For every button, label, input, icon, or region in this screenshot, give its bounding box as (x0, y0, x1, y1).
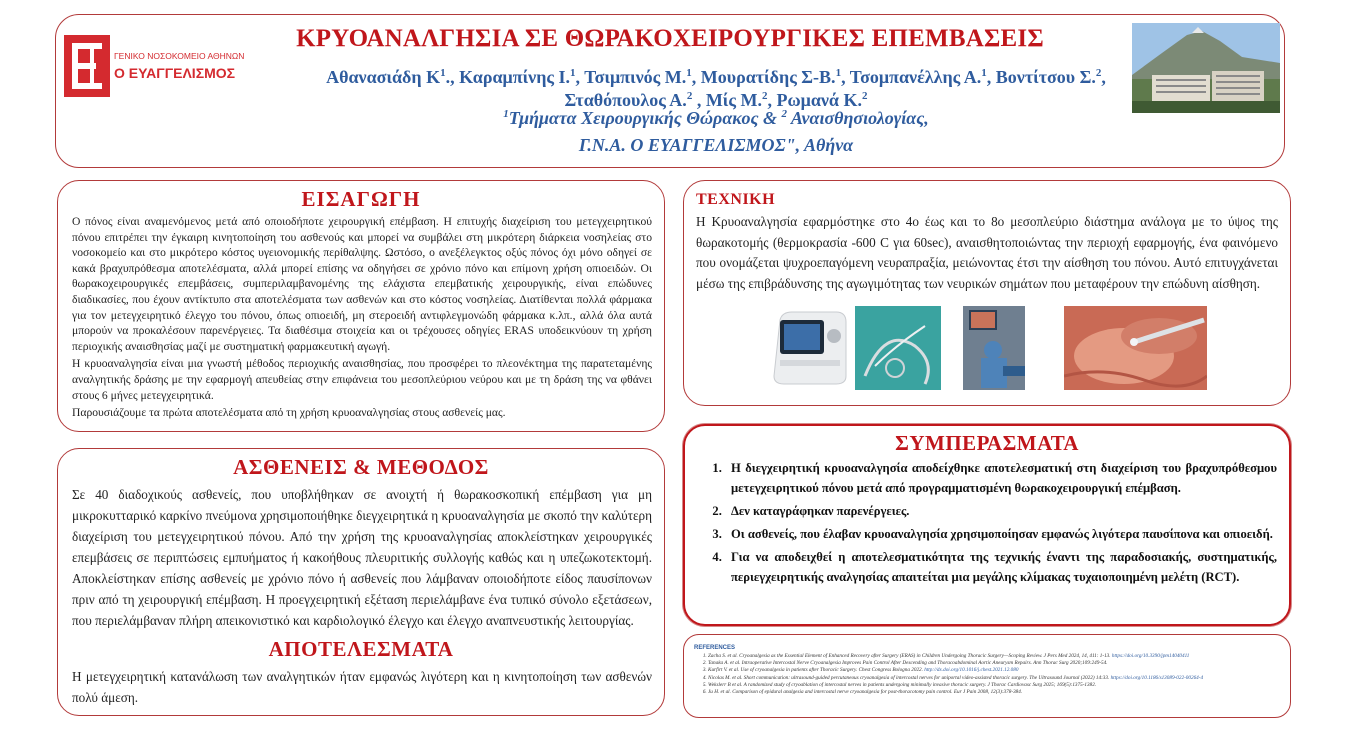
conclusion-item: 3. Οι ασθενείς, που έλαβαν κρυοαναλγησία χρησιμοποίησαν εμφανώς λιγότερα παυσίπονα και οπιοειδή. (725, 524, 1277, 544)
methods-text: Σε 40 διαδοχικούς ασθενείς, που υποβλήθηκαν σε ανοιχτή ή θωρακοσκοπική επέμβαση για μη μικροκυτταρικό καρκίνο πνεύμονα χρησιμοποιήθηκε διεγχειρητικά η κρυοαναλγησία με σκοπό την καλύτερη διαχείριση του μετεγχειρητικού πόνου. Από την χρήση της κρυοαναλγησίας αποκλείστηκαν χειρουργικές επεμβάσεις σε περιπτώσεις εμπυήματος ή κακοήθους πλευριτικής συλλογής καθώς και η υπεζωκοτεκτομή. Αποκλείστηκαν επίσης ασθενείς με χρόνιο πόνο ή ασθενείς που λάμβαναν οποιοδήποτε είδος παυσίπονων πριν από τη χειρουργική επέμβαση. Η προεγχειρητική εξέταση περιελάμβανε ένα τυπικό σύνολο εξετάσεων, που περιελάμβαναν πλήρη απεικονιστικό και καρδιολογικό έλεγχο και έλεγχο αναπνευστικής λειτουργίας. (72, 487, 652, 628)
reference-link[interactable]: http://dx.doi.org/10.1016/j.chest.2021.12.080 (924, 667, 1019, 674)
thoracoscopic-view-image (1064, 306, 1207, 390)
intro-paragraph-1: Ο πόνος είναι αναμενόμενος μετά από οποιοδήποτε χειρουργική επέμβαση. Η επιτυχής διαχείριση του μετεγχειρητικού πόνου επιτρέπει την έγκαιρη κινητοποίηση του ασθενούς και μπορεί να συμβάλει στη μικρότερη διάρκεια νοσηλείας στο νοσοκομείο και στο μικρότερο κόστος υγειονομικής περίθαλψης. Ωστόσο, ο ανεξέλεγκτος οξύς πόνος όχι μόνο οδηγεί σε κακά βραχυπρόθεσμα αποτελέσματα, αλλά μπορεί επίσης να οδηγήσει σε χρόνιο πόνο και επίμονη χρήση οπιοειδών. Οι θωρακοχειρουργικές επεμβάσεις, συμπεριλαμβανομένης της ελάχιστα επεμβατικής χειρουργικής, είναι επώδυνες διαδικασίες, που έχουν αντίκτυπο στα αποτελέσματα των ασθενών και στο κόστος νοσηλείας. Διατίθενται πολλά φάρμακα για τον μετεγχειρητικό έλεγχο του πόνου, όπως οπιοειδή, μη στεροειδή αντιφλεγμονώδη φάρμακα κ.λπ., αλλά όλα αυτά μπορούν να προκαλέσουν παρενέργειες. Τα διαθέσιμα στοιχεία και οι τρέχουσες οδηγίες ERAS υποδεικνύουν τη χρήση περιοχικής αναισθησίας μαζί με συστηματική φαρμακευτική αγωγή. (72, 215, 652, 353)
intro-paragraph-2: Η κρυοαναλγησία είναι μια γνωστή μέθοδος περιοχικής αναισθησίας, που προσφέρει το πλεονέκτημα της παρατεταμένης αναλγητικής δράσης με την εφαρμογή απευθείας στην επιφάνεια του μεσοπλεύριου νεύρου και με τη δράση της να φθάνει στους 6 μήνες μετεγχειρητικά. (72, 357, 652, 402)
poster-title: ΚΡΥΟΑΝΑΛΓΗΣΙΑ ΣΕ ΘΩΡΑΚΟΧΕΙΡΟΥΡΓΙΚΕΣ ΕΠΕΜΒΑΣΕΙΣ (296, 25, 1044, 52)
cryo-device-image (766, 306, 854, 390)
methods-title: ΑΣΘΕΝΕΙΣ & ΜΕΘΟΔΟΣ (233, 455, 489, 479)
conclusion-item: 4. Για να αποδειχθεί η αποτελεσματικότητα της τεχνικής έναντι της παραδοσιακής, συστηματικής, περιεγχειρητικής αναλγησίας απαιτείται μια μεγάλης κλίμακας τυχαιοποιημένη μελέτη (RCT). (725, 547, 1277, 587)
intro-title: ΕΙΣΑΓΩΓΗ (301, 187, 421, 211)
intro-panel (57, 180, 665, 432)
results-text: Η μετεγχειρητική κατανάλωση των αναλγητικών ήταν εμφανώς λιγότερη και η κινητοποίηση των ασθενών πολύ άμεση. (72, 669, 652, 705)
authors-line-1: Αθανασιάδη $K^1$., Καραμπίνης Ι.$^1$, Τσιμπινός Μ.$^1$, Μουρατίδης Σ-Β.$^1$, Τσομπανέλλης Α.$^1$, Βοντίτσου Σ.$^2$, (326, 67, 1106, 87)
authors-line-2: Σταθόπουλος Α.$^2$ , Μίς Μ.$^2$, Ρωμανά Κ.$^2$ (564, 90, 868, 110)
methods-panel (57, 448, 665, 716)
affiliation-line-1: $^1$Τμήματα Χειρουργικής Θώρακος & $^2$ Αναισθησιολογίας, (503, 108, 929, 128)
references-panel (683, 634, 1291, 718)
results-title: ΑΠΟΤΕΛΕΣΜΑΤΑ (268, 637, 454, 661)
cryo-probe-image (855, 306, 941, 390)
header-panel (55, 14, 1285, 168)
reference-item: 6. Ju H. et al. Comparison of epidural analgesia and intercostal nerve cryoanalgesia for post-thoracotomy pain control. Eur J Pain 2008, 12(3):378-384. (708, 689, 1280, 696)
reference-item: 2. Tanaka A. et al. Intraoperative Intercostal Nerve Cryoanalgesia Improves Pain Control After Descending and Thoracoabdominal Aortic Aneurysm Repairs. Ann Thorac Surg 2020;109:249-54. (708, 660, 1280, 667)
references-title: REFERENCES (694, 645, 736, 651)
conclusions-title: ΣΥΜΠΕΡΑΣΜΑΤΑ (895, 431, 1079, 455)
operating-room-image (963, 306, 1025, 390)
conclusions-list (685, 458, 1277, 587)
reference-item: 1. Zacha S. et al. Cryoanalgesia as the Essential Element of Enhanced Recovery after Surgery (ERAS) in Children Undergoing Thoracic Surgery—Scoping Review. J Pers Med 2024, 14, 411: 1-13. https://doi.org/10.3390/jpm14040411 (708, 653, 1280, 660)
reference-link[interactable]: https://doi.org/10.1186/s13089-022-00264-4 (1110, 674, 1204, 681)
reference-item: 4. Nicolas M. et al. Short communication: ultrasound-guided percutaneous cryoanalgesia of intercostal nerves for uniportal video-assisted thoracic surgery. The Ultrasound Journal (2022) 14:33. https://doi.org/10.1186/s13089-022-00264-4 (708, 675, 1280, 682)
reference-item: 5. Wekslerr B et al. A randomized study of cryoablation of intercostal nerves in patients undergoing minimally invasive thoracic surgery. J Thorac Cardiovasc Surg 2025; 169(5):1375-1382. (708, 682, 1280, 689)
affiliation-line-2: Γ.Ν.Α. Ο ΕΥΑΓΓΕΛΙΣΜΟΣ", Αθήνα (578, 135, 854, 155)
reference-link[interactable]: https://doi.org/10.3390/jpm14040411 (1111, 653, 1190, 659)
conclusions-panel (683, 424, 1291, 626)
logo-line2: Ο ΕΥΑΓΓΕΛΙΣΜΟΣ (114, 65, 236, 81)
logo-line1: ΓΕΝΙΚΟ ΝΟΣΟΚΟΜΕΙΟ ΑΘΗΝΩΝ (114, 51, 245, 61)
conclusion-item: 2. Δεν καταγράφηκαν παρενέργειες. (725, 501, 1277, 521)
references-list (684, 653, 1280, 696)
reference-item: 3. Kurfirt V. et al. Use of cryoanalgesia in patients after Thoracic Surgery. Chest Congress Bologna 2022. http://dx.doi.org/10.1016/j.chest.2021.12.080 (708, 667, 1280, 674)
technique-text: Η Κρυοαναλγησία εφαρμόστηκε στο 4ο έως και το 8ο μεσοπλεύριο διάστημα ανάλογα με το ύψος της θωρακοτομής (θερμοκρασία -600 C για 60sec), αναισθητοποιώντας την περιοχή εφαρμογής, ένα φαινόμενο που ονομάζεται ψυχροεπαγόμενη νευραπραξία, μειώνοντας έτσι την αίσθηση του πόνου. Αυτό επιτυγχάνεται μέσω της επιβράδυνσης της αγωγιμότητας των νευρικών σημάτων που μεταφέρουν την επώδυνη αίσθηση. (696, 214, 1278, 291)
conclusion-item: 1. Η διεγχειρητική κρυοαναλγησία αποδείχθηκε αποτελεσματική στη διαχείριση του βραχυπρόθεσμου μετεγχειρητικού πόνου μετά από προγραμματισμένη θωρακοχειρουργική επέμβαση. (725, 458, 1277, 498)
technique-title: ΤΕΧΝΙΚΗ (696, 191, 776, 208)
intro-paragraph-3: Παρουσιάζουμε τα πρώτα αποτελέσματα από τη χρήση κρυοαναλγησίας στους ασθενείς μας. (72, 406, 506, 420)
hospital-photo (1132, 23, 1280, 113)
